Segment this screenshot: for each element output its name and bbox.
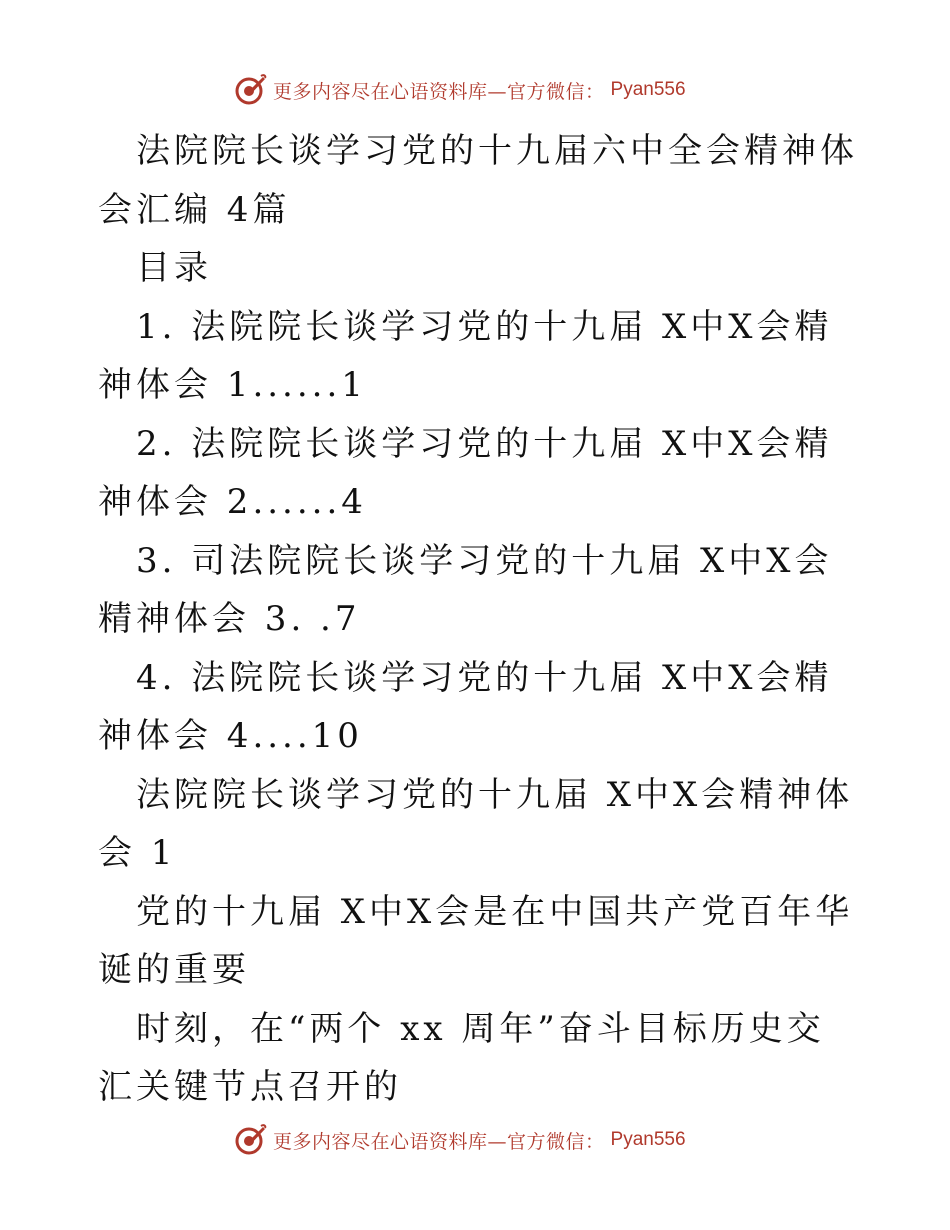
banner-text: 更多内容尽在心语资料库—官方微信： (273, 80, 605, 103)
header-banner (233, 73, 713, 107)
toc-item-4: 4. 法院院长谈学习党的十九届 X中X会精神体会 4....10 (98, 657, 833, 756)
toc-heading: 目录 (136, 248, 212, 288)
document-title: 法院院长谈学习党的十九届六中全会精神体会汇编 4篇 (98, 131, 858, 230)
toc-item-1: 1. 法院院长谈学习党的十九届 X中X会精神体会 1......1 (98, 306, 833, 405)
body-paragraph: 时刻，在“两个 xx 周年”奋斗目标历史交汇关键节点召开的 (98, 1008, 825, 1107)
quill-seal-logo (233, 73, 267, 107)
quill-seal-logo (233, 1123, 267, 1157)
banner-wechat-id: Pyan556 (610, 79, 686, 100)
banner-text: 更多内容尽在心语资料库—官方微信： (273, 1130, 605, 1153)
toc-item-2: 2. 法院院长谈学习党的十九届 X中X会精神体会 2......4 (98, 423, 833, 522)
banner-wechat-id: Pyan556 (610, 1129, 686, 1150)
document-body (98, 122, 858, 1117)
section-title: 法院院长谈学习党的十九届 X中X会精神体会 1 (98, 774, 854, 873)
body-paragraph: 党的十九届 X中X会是在中国共产党百年华诞的重要 (98, 891, 854, 990)
footer-banner (233, 1123, 713, 1157)
toc-item-3: 3. 司法院院长谈学习党的十九届 X中X会精神体会 3. .7 (98, 540, 833, 639)
